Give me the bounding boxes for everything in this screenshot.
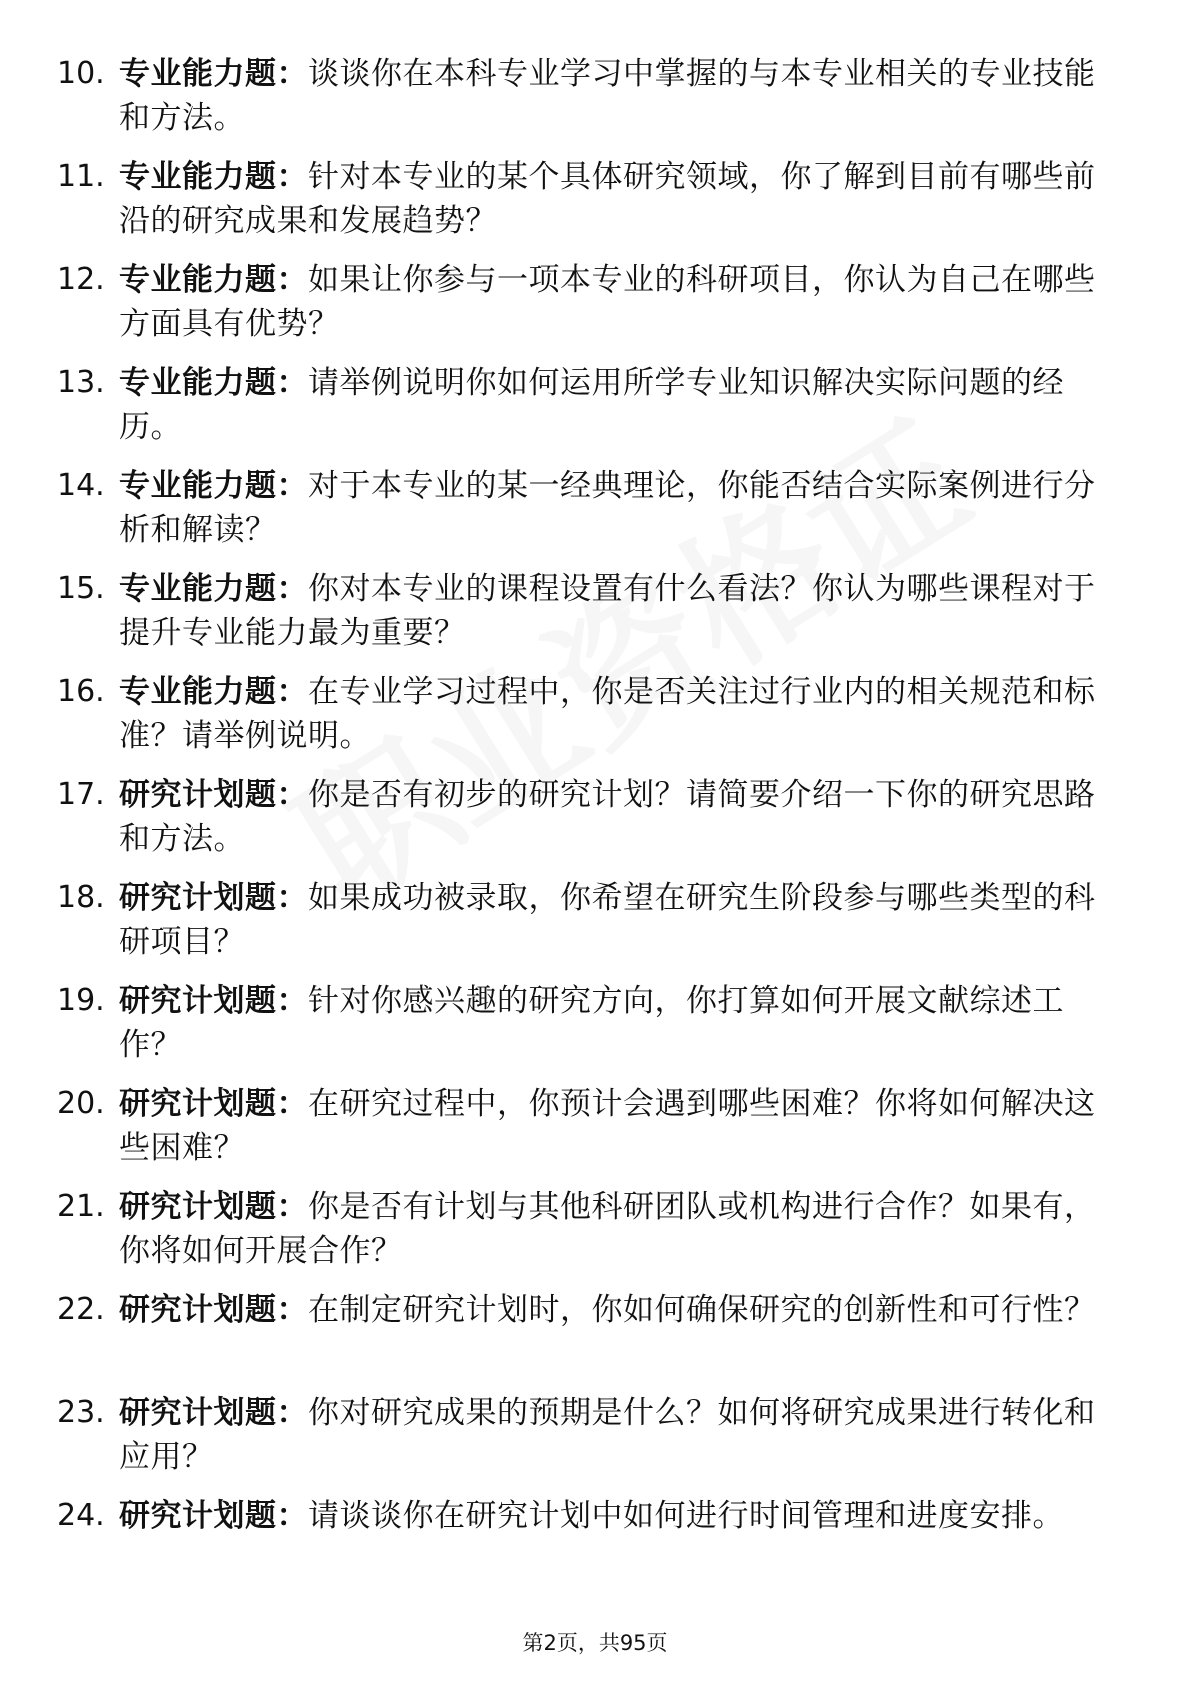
question-list <box>57 52 1107 1597</box>
question-item <box>57 567 1107 670</box>
question-category: 专业能力题： <box>119 365 308 401</box>
question-category: 专业能力题： <box>119 56 308 92</box>
question-text: 在专业学习过程中，你是否关注过行业内的相关规范和标准？请举例说明。 <box>119 674 1096 754</box>
question-item <box>57 155 1107 258</box>
question-category: 专业能力题： <box>119 468 308 504</box>
question-number: 10. <box>57 56 105 91</box>
question-text: 你是否有初步的研究计划？请简要介绍一下你的研究思路和方法。 <box>119 777 1096 857</box>
question-text: 请谈谈你在研究计划中如何进行时间管理和进度安排。 <box>308 1498 1064 1534</box>
question-item <box>57 52 1107 155</box>
question-category: 专业能力题： <box>119 571 308 607</box>
question-item <box>57 670 1107 773</box>
question-text-container <box>119 155 1107 243</box>
question-text: 如果成功被录取，你希望在研究生阶段参与哪些类型的科研项目？ <box>119 880 1096 960</box>
question-text-container <box>119 464 1107 552</box>
question-category: 专业能力题： <box>119 674 308 710</box>
question-text-container <box>119 670 1107 758</box>
question-number: 13. <box>57 365 105 400</box>
question-item <box>57 1391 1107 1494</box>
question-text-container <box>119 1391 1107 1479</box>
question-text: 你对本专业的课程设置有什么看法？你认为哪些课程对于提升专业能力最为重要？ <box>119 571 1096 651</box>
question-number: 17. <box>57 777 105 812</box>
question-text-container <box>119 773 1107 861</box>
question-text: 对于本专业的某一经典理论，你能否结合实际案例进行分析和解读？ <box>119 468 1096 548</box>
question-text: 针对本专业的某个具体研究领域，你了解到目前有哪些前沿的研究成果和发展趋势？ <box>119 159 1096 239</box>
question-text: 你对研究成果的预期是什么？如何将研究成果进行转化和应用？ <box>119 1395 1096 1475</box>
question-item <box>57 876 1107 979</box>
question-text: 如果让你参与一项本专业的科研项目，你认为自己在哪些方面具有优势？ <box>119 262 1096 342</box>
question-category: 研究计划题： <box>119 1086 308 1122</box>
question-category: 研究计划题： <box>119 1292 308 1328</box>
question-item <box>57 1185 1107 1288</box>
question-item <box>57 1494 1107 1597</box>
question-item <box>57 361 1107 464</box>
question-text: 针对你感兴趣的研究方向，你打算如何开展文献综述工作？ <box>119 983 1064 1063</box>
question-item <box>57 979 1107 1082</box>
question-number: 11. <box>57 159 105 194</box>
question-text-container <box>119 258 1107 346</box>
question-text: 你是否有计划与其他科研团队或机构进行合作？如果有，你将如何开展合作？ <box>119 1189 1096 1269</box>
question-number: 14. <box>57 468 105 503</box>
question-item <box>57 1288 1107 1391</box>
question-text-container <box>119 361 1107 449</box>
question-text: 在制定研究计划时，你如何确保研究的创新性和可行性？ <box>308 1292 1096 1328</box>
question-category: 研究计划题： <box>119 983 308 1019</box>
question-number: 18. <box>57 880 105 915</box>
question-number: 12. <box>57 262 105 297</box>
question-number: 24. <box>57 1498 105 1533</box>
question-text: 在研究过程中，你预计会遇到哪些困难？你将如何解决这些困难？ <box>119 1086 1096 1166</box>
question-text-container <box>119 1494 1107 1538</box>
question-item <box>57 1082 1107 1185</box>
question-text-container <box>119 567 1107 655</box>
question-category: 研究计划题： <box>119 1498 308 1534</box>
question-category: 研究计划题： <box>119 880 308 916</box>
question-text-container <box>119 1082 1107 1170</box>
question-text-container <box>119 1288 1107 1332</box>
question-number: 22. <box>57 1292 105 1327</box>
page-footer: 第2页，共95页 <box>522 1631 668 1655</box>
question-item <box>57 258 1107 361</box>
question-text-container <box>119 876 1107 964</box>
question-number: 21. <box>57 1189 105 1224</box>
question-text-container <box>119 1185 1107 1273</box>
question-number: 15. <box>57 571 105 606</box>
question-text-container <box>119 979 1107 1067</box>
question-category: 专业能力题： <box>119 159 308 195</box>
question-category: 研究计划题： <box>119 777 308 813</box>
question-category: 研究计划题： <box>119 1189 308 1225</box>
question-text: 请举例说明你如何运用所学专业知识解决实际问题的经历。 <box>119 365 1064 445</box>
question-number: 23. <box>57 1395 105 1430</box>
question-category: 研究计划题： <box>119 1395 308 1431</box>
question-number: 16. <box>57 674 105 709</box>
question-number: 20. <box>57 1086 105 1121</box>
question-number: 19. <box>57 983 105 1018</box>
question-item <box>57 773 1107 876</box>
question-category: 专业能力题： <box>119 262 308 298</box>
question-item <box>57 464 1107 567</box>
question-text-container <box>119 52 1107 140</box>
question-text: 谈谈你在本科专业学习中掌握的与本专业相关的专业技能和方法。 <box>119 56 1096 136</box>
